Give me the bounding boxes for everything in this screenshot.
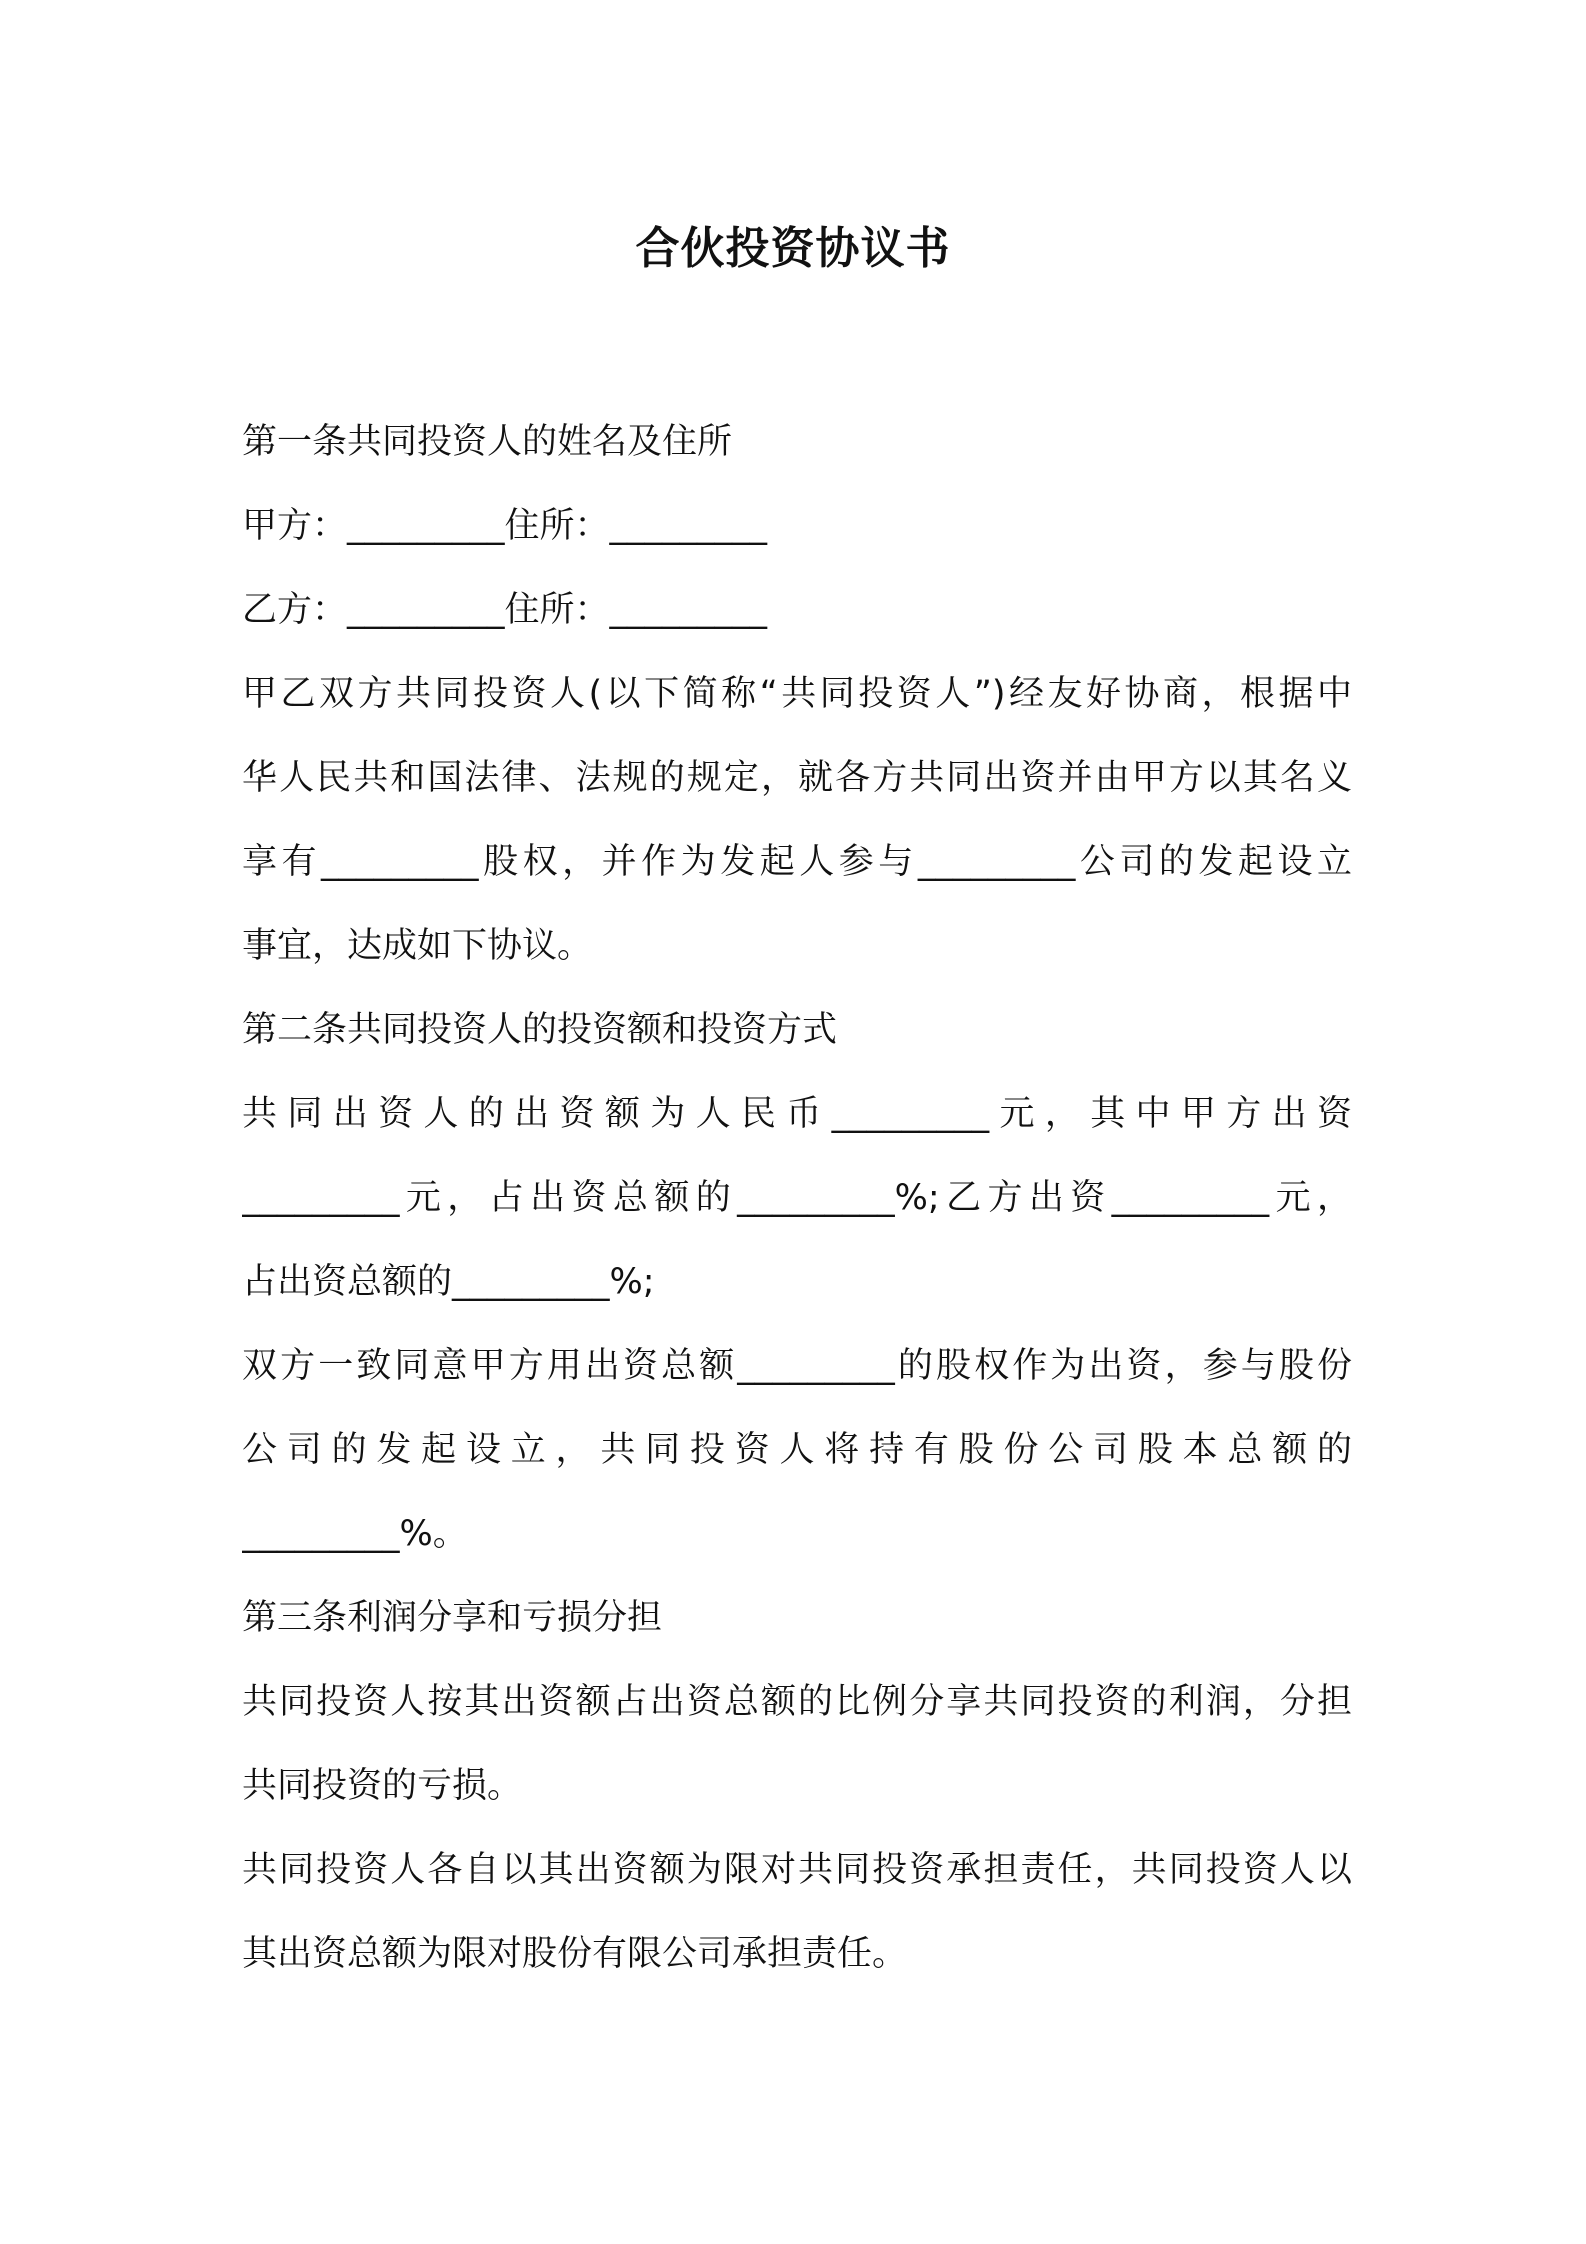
paragraph-line: 共同出资人的出资额为人民币_________元，其中甲方出资: [242, 1094, 1352, 1134]
paragraph-line: _________%。: [242, 1514, 468, 1554]
paragraph-line: 双方一致同意甲方用出资总额_________的股权作为出资，参与股份: [242, 1346, 1352, 1386]
party-b-line: 乙方：_________住所：_________: [242, 590, 768, 630]
paragraph-line: 占出资总额的_________%;: [242, 1262, 655, 1302]
paragraph-line: 共同投资人各自以其出资额为限对共同投资承担责任，共同投资人以: [242, 1850, 1352, 1890]
paragraph-line: 其出资总额为限对股份有限公司承担责任。: [242, 1934, 908, 1974]
document-body: [242, 400, 1352, 1996]
article-2-heading: 第二条共同投资人的投资额和投资方式: [242, 1010, 838, 1050]
paragraph-line: 享有_________股权，并作为发起人参与_________公司的发起设立: [242, 842, 1352, 882]
paragraph-line: 事宜，达成如下协议。: [242, 926, 593, 966]
paragraph-line: 共同投资人按其出资额占出资总额的比例分享共同投资的利润，分担: [242, 1682, 1352, 1722]
paragraph-line: 公司的发起设立，共同投资人将持有股份公司股本总额的: [242, 1430, 1352, 1470]
paragraph-line: 共同投资的亏损。: [242, 1766, 523, 1806]
party-a-line: 甲方：_________住所：_________: [242, 506, 768, 546]
paragraph-line: 甲乙双方共同投资人(以下简称“共同投资人”)经友好协商，根据中: [242, 674, 1352, 714]
paragraph-line: 华人民共和国法律、法规的规定，就各方共同出资并由甲方以其名义: [242, 758, 1352, 798]
article-3-heading: 第三条利润分享和亏损分担: [242, 1598, 663, 1638]
paragraph-line: _________元，占出资总额的_________%;乙方出资_________元，: [242, 1178, 1352, 1218]
article-1-heading: 第一条共同投资人的姓名及住所: [242, 422, 733, 462]
document-title: 合伙投资协议书: [635, 223, 951, 274]
